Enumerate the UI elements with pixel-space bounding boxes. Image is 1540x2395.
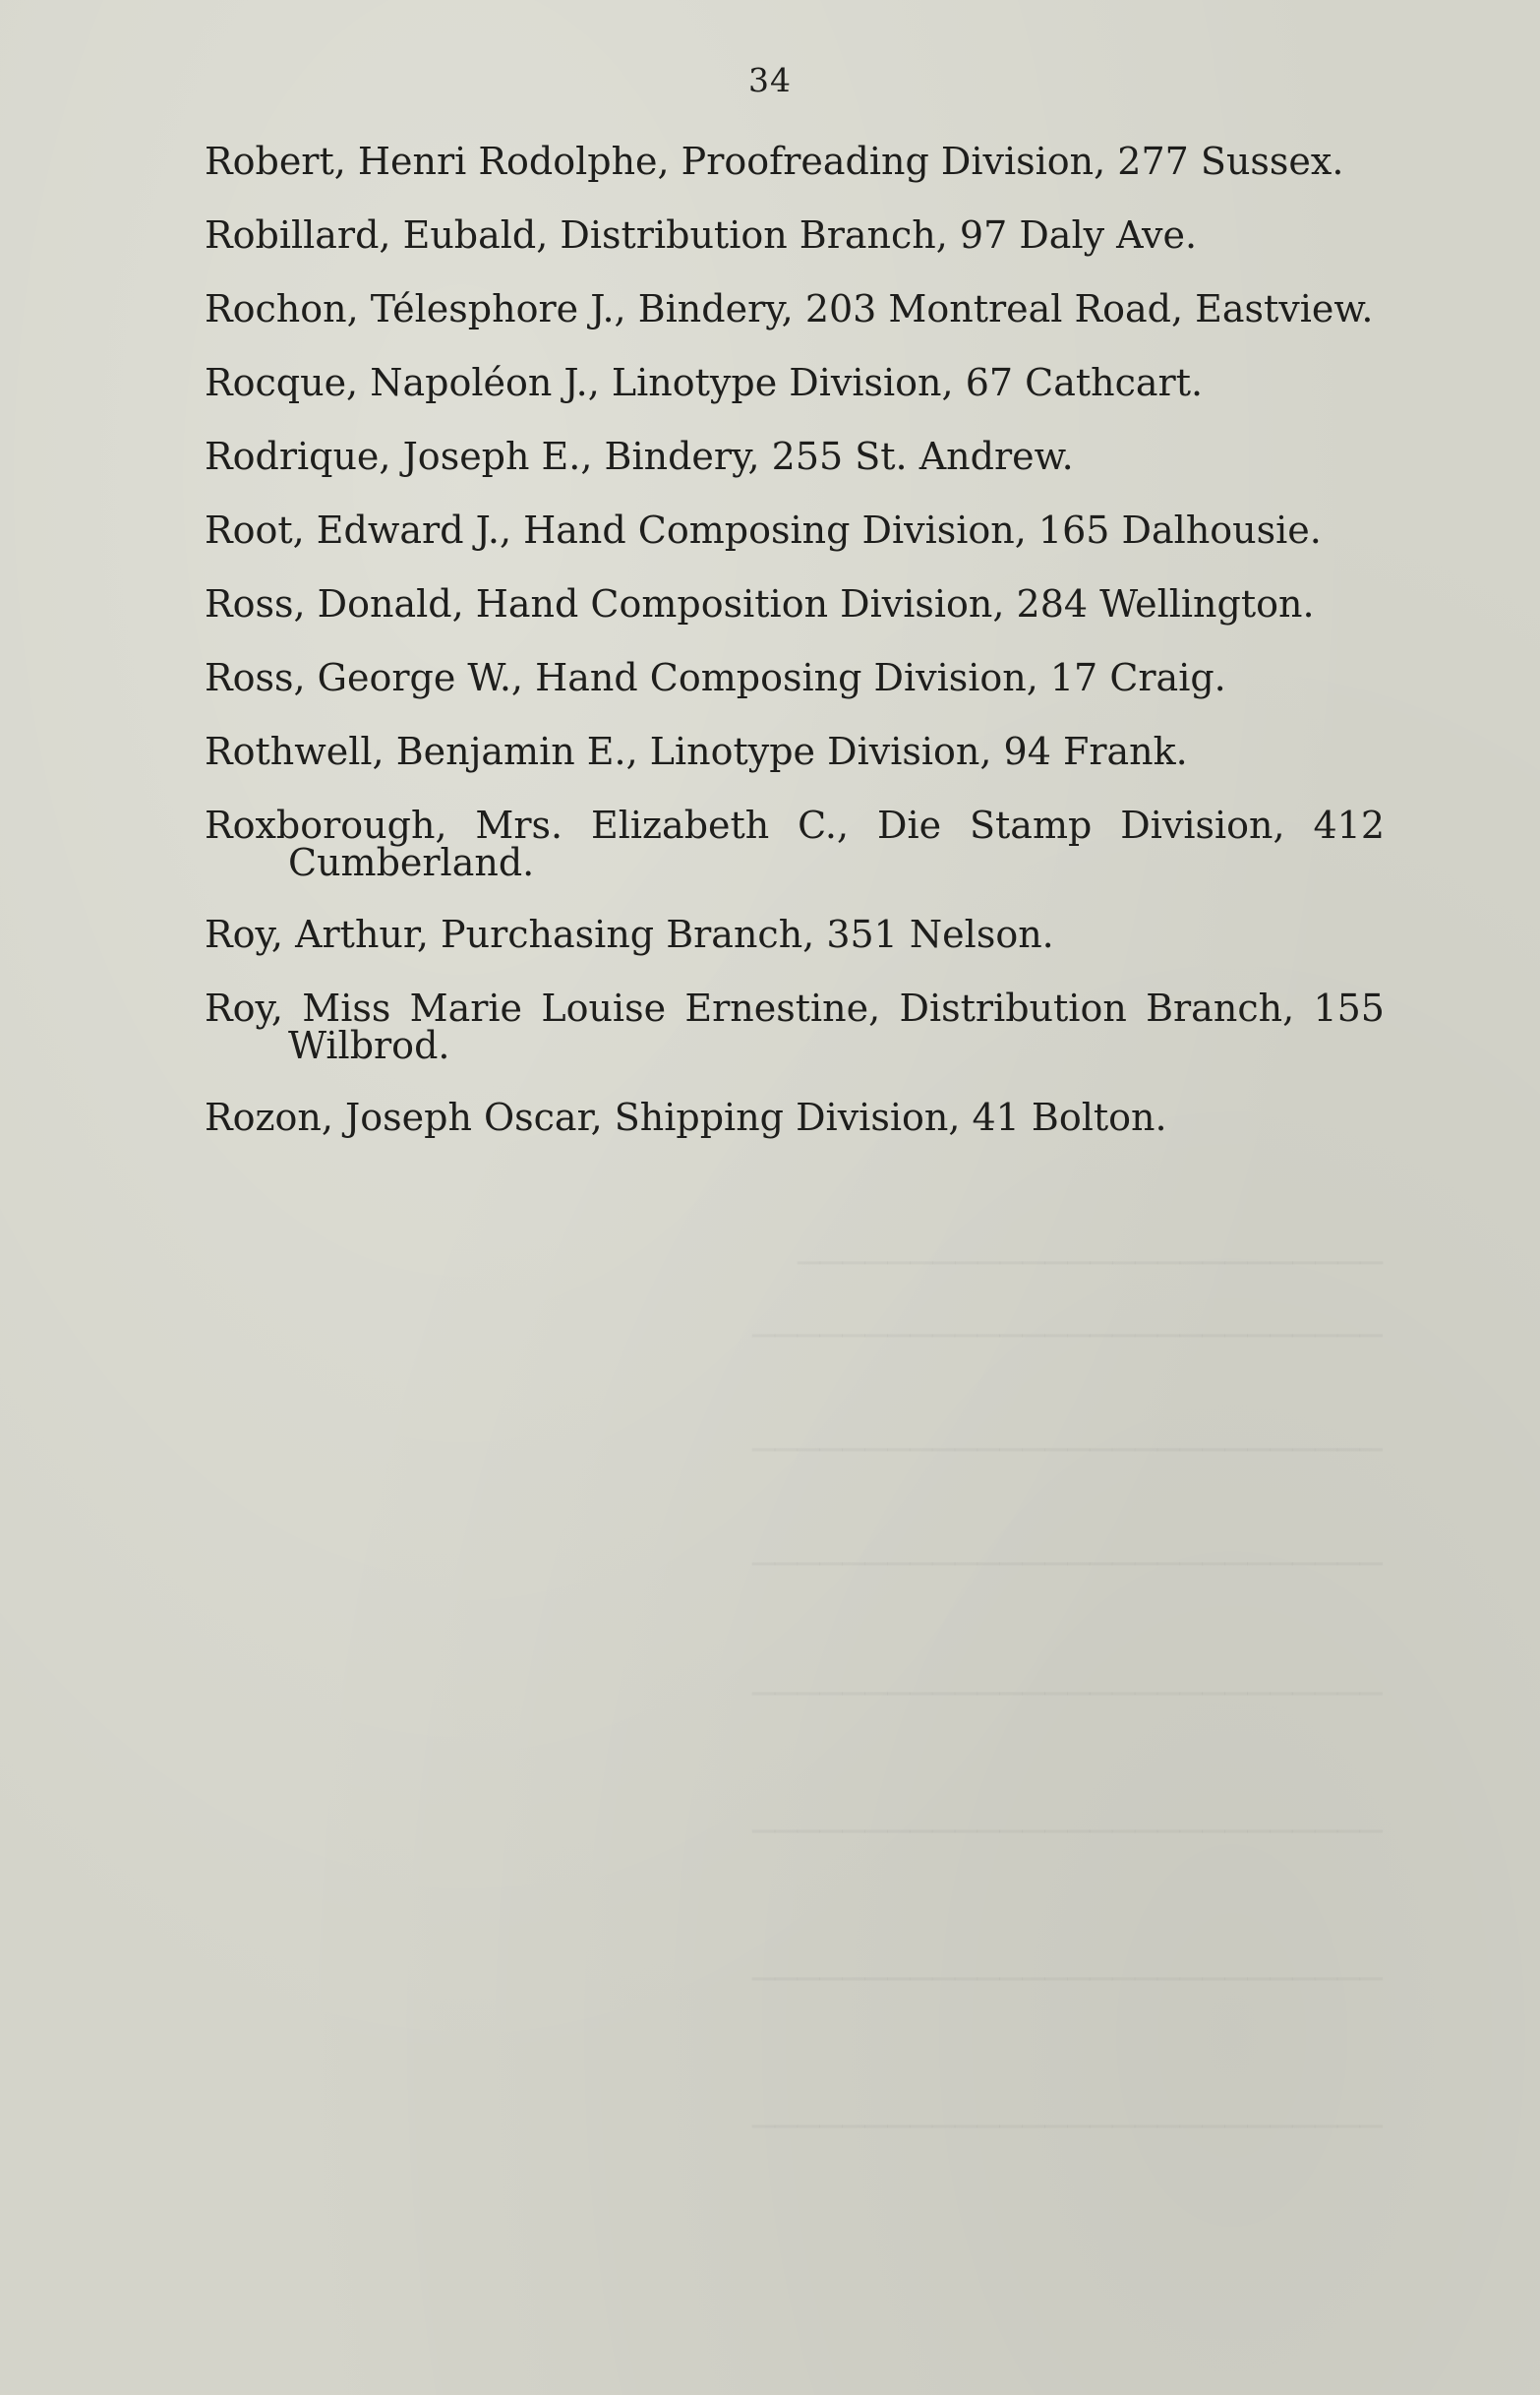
directory-entry: Root, Edward J., Hand Composing Division, 165 Dalhousie. — [205, 509, 1322, 552]
directory-entry: Robert, Henri Rodolphe, Proofreading Division, 277 Sussex. — [205, 140, 1344, 183]
directory-entry: Robillard, Eubald, Distribution Branch, 97 Daly Ave. — [205, 213, 1198, 257]
directory-entry: Rodrique, Joseph E., Bindery, 255 St. Andrew. — [205, 435, 1074, 478]
directory-entry: Roy, Arthur, Purchasing Branch, 351 Nelson. — [205, 913, 1054, 956]
directory-list — [205, 140, 1385, 1172]
directory-entry: Roxborough, Mrs. Elizabeth C., Die Stamp Division, 412 Cumberland. — [205, 804, 1385, 884]
directory-entry: Ross, George W., Hand Composing Division, 17 Craig. — [205, 656, 1226, 699]
directory-entry: Rothwell, Benjamin E., Linotype Division, 94 Frank. — [205, 730, 1188, 773]
directory-entry: Rocque, Napoléon J., Linotype Division, 67 Cathcart. — [205, 361, 1204, 404]
directory-entry: Roy, Miss Marie Louise Ernestine, Distribution Branch, 155 Wilbrod. — [205, 987, 1385, 1067]
directory-entry: Ross, Donald, Hand Composition Division, 284 Wellington. — [205, 582, 1315, 626]
directory-entry: Rozon, Joseph Oscar, Shipping Division, 41 Bolton. — [205, 1096, 1167, 1139]
show-through-from-reverse-page: ────────────────────────── ──────────────────────────── ──────────────────────────── ──────────────────────────── ──────────────────────────── ──────────────────────────── ──────────────────────────── ──────────────────────────── — [752, 1241, 1383, 2148]
directory-entry: Rochon, Télesphore J., Bindery, 203 Montreal Road, Eastview. — [205, 287, 1374, 330]
page-number: 34 — [748, 61, 792, 99]
